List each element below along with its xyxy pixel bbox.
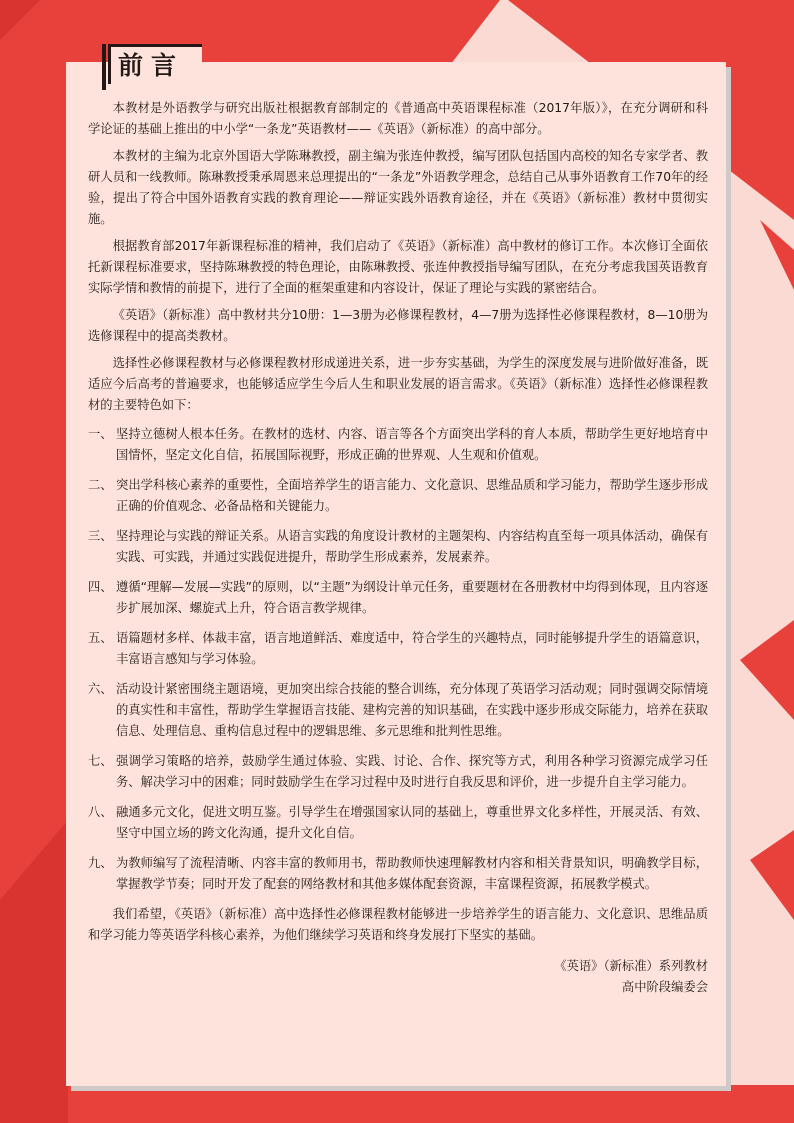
paragraph: 根据教育部2017年新课程标准的精神，我们启动了《英语》（新标准）高中教材的修订工作。本次修订全面依托新课程标准要求，坚持陈琳教授的特色理论，由陈琳教授、张连仲教授指导编写团队，在充分考虑我国英语教育实际学情和教情的前提下，进行了全面的框架重建和内容设计，保证了理论与实践的紧密结合。 (88, 239, 708, 295)
red-bottom-block (0, 1085, 794, 1123)
feature-number: 六、 (88, 682, 113, 696)
feature-number: 一、 (88, 427, 113, 441)
feature-number: 七、 (88, 754, 113, 768)
page-title: 前言 (118, 51, 185, 80)
feature-number: 二、 (88, 478, 113, 492)
feature-text: 强调学习策略的培养，鼓励学生通过体验、实践、讨论、合作、探究等方式，利用各种学习资源完成学习任务、解决学习中的困难；同时鼓励学生在学习过程中及时进行自我反思和评价，进一步提升自主学习能力。 (116, 754, 708, 789)
paragraph: 选择性必修课程教材与必修课程教材形成递进关系，进一步夯实基础，为学生的深度发展与进阶做好准备，既适应今后高考的普遍要求，也能够适应学生今后人生和职业发展的语言需求。《英语》（新标准）选择性必修课程教材的主要特色如下： (88, 356, 708, 412)
closing-paragraph: 我们希望，《英语》（新标准）高中选择性必修课程教材能够进一步培养学生的语言能力、文化意识、思维品质和学习能力等英语学科核心素养，为他们继续学习英语和终身发展打下坚实的基础。 (88, 907, 708, 942)
feature-item (88, 679, 708, 742)
red-right-edge-wedge (760, 220, 794, 290)
signature-committee: 高中阶段编委会 (621, 980, 708, 994)
feature-number: 八、 (88, 805, 113, 819)
signature-series: 《英语》（新标准）系列教材 (554, 959, 708, 973)
feature-text: 突出学科核心素养的重要性，全面培养学生的语言能力、文化意识、思维品质和学习能力，帮助学生逐步形成正确的价值观念、必备品格和关键能力。 (116, 478, 708, 513)
feature-text: 活动设计紧密围绕主题语境，更加突出综合技能的整合训练，充分体现了英语学习活动观；同时强调交际情境的真实性和丰富性，帮助学生掌握语言技能、建构完善的知识基础，在实践中逐步形成交际能力，培养在获取信息、处理信息、重构信息过程中的逻辑思维、多元思维和批判性思维。 (116, 682, 708, 738)
feature-text: 坚持立德树人根本任务。在教材的选材、内容、语言等各个方面突出学科的育人本质，帮助学生更好地培育中国情怀，坚定文化自信，拓展国际视野，形成正确的世界观、人生观和价值观。 (116, 427, 708, 462)
feature-number: 四、 (88, 580, 113, 594)
feature-item (88, 475, 708, 517)
paragraph: 本教材的主编为北京外国语大学陈琳教授，副主编为张连仲教授，编写团队包括国内高校的知名专家学者、教研人员和一线教师。陈琳教授秉承周恩来总理提出的“一条龙”外语教学理念，总结自己从事外语教育工作70年的经验，提出了符合中国外语教育实践的教育理论——辩证实践外语教育途径，并在《英语》（新标准）教材中贯彻实施。 (88, 149, 709, 226)
feature-item (88, 802, 708, 844)
feature-text: 坚持理论与实践的辩证关系。从语言实践的角度设计教材的主题架构、内容结构直至每一项具体活动，确保有实践、可实践，并通过实践促进提升，帮助学生形成素养，发展素养。 (116, 529, 708, 564)
paragraph: 《英语》（新标准）高中教材共分10册：1—3册为必修课程教材，4—7册为选择性必修课程教材，8—10册为选修课程中的提高类教材。 (88, 308, 708, 343)
feature-item (88, 751, 708, 793)
paragraph: 本教材是外语教学与研究出版社根据教育部制定的《普通高中英语课程标准（2017年版）》，在充分调研和科学论证的基础上推出的中小学“一条龙”英语教材——《英语》（新标准）的高中部分。 (88, 101, 708, 136)
feature-number: 三、 (88, 529, 113, 543)
feature-text: 遵循“理解—发展—实践”的原则，以“主题”为纲设计单元任务，重要题材在各册教材中均得到体现，且内容逐步扩展加深、螺旋式上升，符合语言教学规律。 (116, 580, 708, 615)
foreword-body (88, 98, 708, 998)
feature-text: 语篇题材多样、体裁丰富，语言地道鲜活、难度适中，符合学生的兴趣特点，同时能够提升学生的语篇意识，丰富语言感知与学习体验。 (116, 631, 708, 666)
feature-text: 为教师编写了流程清晰、内容丰富的教师用书，帮助教师快速理解教材内容和相关背景知识，明确教学目标，掌握教学节奏；同时开发了配套的网络教材和其他多媒体配套资源，丰富课程资源，拓展教学模式。 (116, 856, 708, 891)
feature-number: 九、 (88, 856, 113, 870)
red-right-edge-wedge (740, 620, 794, 720)
feature-item (88, 628, 708, 670)
feature-item (88, 853, 708, 895)
feature-item (88, 577, 708, 619)
feature-number: 五、 (88, 631, 113, 645)
feature-text: 融通多元文化，促进文明互鉴。引导学生在增强国家认同的基础上，尊重世界文化多样性，开展灵活、有效、坚守中国立场的跨文化沟通，提升文化自信。 (116, 805, 708, 840)
feature-item (88, 526, 708, 568)
feature-item (88, 424, 708, 466)
title-accent-bar (102, 44, 106, 90)
red-right-edge-wedge (750, 830, 794, 920)
